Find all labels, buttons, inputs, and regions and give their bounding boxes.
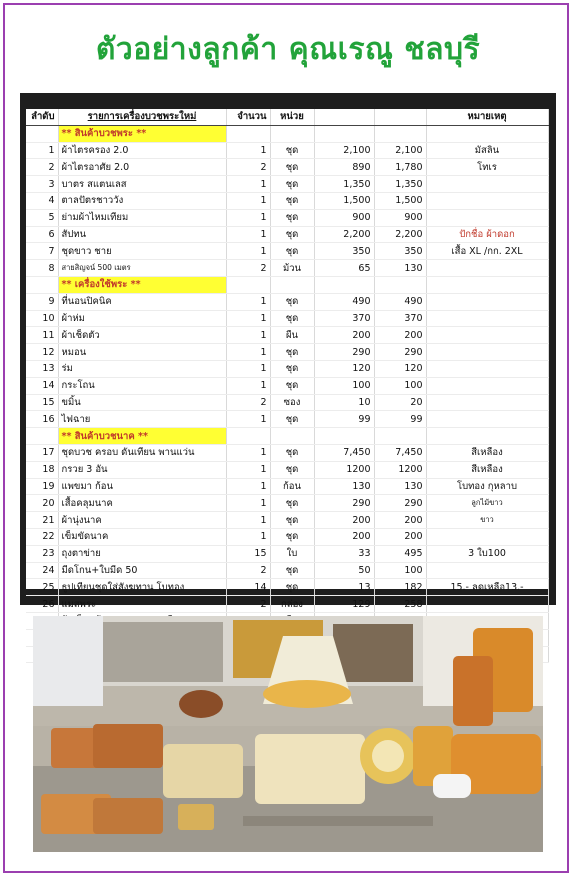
cell-unit: ซอง	[270, 394, 314, 411]
cell-name: ผ้านุ่งนาค	[58, 512, 226, 529]
cell-note: สีเหลือง	[426, 444, 548, 461]
cell-name: ที่นอนปิคนิค	[58, 293, 226, 310]
page-title: ตัวอย่างลูกค้า คุณเรณู ชลบุรี	[95, 32, 481, 67]
cell-unit: ชุด	[270, 411, 314, 428]
section-empty-cell	[314, 276, 374, 293]
cell-total: 900	[374, 209, 426, 226]
header-total	[374, 109, 426, 125]
cell-qty: 2	[226, 562, 270, 579]
table-row	[26, 260, 548, 277]
cell-no: 13	[26, 360, 58, 377]
cell-total: 200	[374, 512, 426, 529]
cell-total: 258	[374, 596, 426, 613]
table-row	[26, 545, 548, 562]
header-unit: หน่วย	[270, 109, 314, 125]
cell-note	[426, 327, 548, 344]
cell-price: 900	[314, 209, 374, 226]
table-row	[26, 226, 548, 243]
table-row	[26, 512, 548, 529]
table-row	[26, 209, 548, 226]
table-row	[26, 327, 548, 344]
cell-no: 8	[26, 260, 58, 277]
cell-total: 182	[374, 579, 426, 596]
cell-price: 350	[314, 243, 374, 260]
cell-name: กระโถน	[58, 377, 226, 394]
cell-no: 12	[26, 344, 58, 361]
cell-name: กรวย 3 อัน	[58, 461, 226, 478]
cell-qty: 1	[226, 478, 270, 495]
product-photo	[33, 616, 543, 852]
section-empty-cell	[270, 276, 314, 293]
cell-name: ตาลปัตรชาววัง	[58, 192, 226, 209]
cell-note: เสื้อ XL /กก. 2XL	[426, 243, 548, 260]
section-label: ** เครื่องใช้พระ **	[58, 276, 226, 293]
cell-total: 7,450	[374, 444, 426, 461]
cell-no: 19	[26, 478, 58, 495]
cell-qty: 1	[226, 192, 270, 209]
cell-unit: ชุด	[270, 512, 314, 529]
table-row	[26, 176, 548, 193]
cell-price: 1,500	[314, 192, 374, 209]
cell-no: 6	[26, 226, 58, 243]
cell-price: 130	[314, 478, 374, 495]
cell-name: ขมิ้น	[58, 394, 226, 411]
cell-no: 2	[26, 159, 58, 176]
cell-note	[426, 528, 548, 545]
cell-note	[426, 293, 548, 310]
cell-no: 11	[26, 327, 58, 344]
header-name: รายการเครื่องบวชพระใหม่	[58, 109, 226, 125]
cell-note	[426, 562, 548, 579]
cell-no: 3	[26, 176, 58, 193]
cell-name: ผ้าไตรอาศัย 2.0	[58, 159, 226, 176]
cell-price: 290	[314, 495, 374, 512]
section-header-row	[26, 276, 548, 293]
cell-name: ถุงตาข่าย	[58, 545, 226, 562]
cell-name: บาตร สแตนเลส	[58, 176, 226, 193]
cell-unit: ชุด	[270, 495, 314, 512]
cell-qty: 1	[226, 344, 270, 361]
cell-total: 120	[374, 360, 426, 377]
cell-note: ขาว	[426, 512, 548, 529]
cell-no: 10	[26, 310, 58, 327]
section-empty-cell	[426, 125, 548, 142]
cell-no: 23	[26, 545, 58, 562]
cell-name: ธูปเทียนชุดใส่สังฆทาน โบทอง	[58, 579, 226, 596]
cell-name: แพขมา ก้อน	[58, 478, 226, 495]
section-header-row	[26, 428, 548, 445]
cell-unit: ใบ	[270, 545, 314, 562]
cell-qty: 1	[226, 495, 270, 512]
cell-note	[426, 377, 548, 394]
cell-name: ไฟฉาย	[58, 411, 226, 428]
cell-no: 7	[26, 243, 58, 260]
header-qty: จำนวน	[226, 109, 270, 125]
table-row	[26, 192, 548, 209]
table-row	[26, 562, 548, 579]
cell-name: ผ้าห่ม	[58, 310, 226, 327]
cell-total: 1200	[374, 461, 426, 478]
cell-no: 17	[26, 444, 58, 461]
cell-unit: ชุด	[270, 192, 314, 209]
cell-unit: ชุด	[270, 293, 314, 310]
table-row	[26, 394, 548, 411]
cell-total: 200	[374, 327, 426, 344]
cell-price: 50	[314, 562, 374, 579]
table-row	[26, 293, 548, 310]
cell-no: 18	[26, 461, 58, 478]
cell-no: 24	[26, 562, 58, 579]
cell-no: 26	[26, 596, 58, 613]
cell-price: 120	[314, 360, 374, 377]
cell-price: 100	[314, 377, 374, 394]
cell-note	[426, 192, 548, 209]
cell-name: ผ้าไตรครอง 2.0	[58, 142, 226, 159]
cell-unit: ชุด	[270, 461, 314, 478]
cell-unit: ชุด	[270, 562, 314, 579]
cell-total: 20	[374, 394, 426, 411]
cell-note	[426, 344, 548, 361]
cell-qty: 1	[226, 512, 270, 529]
cell-total: 290	[374, 495, 426, 512]
cell-no: 21	[26, 512, 58, 529]
cell-qty: 2	[226, 260, 270, 277]
cell-no: 25	[26, 579, 58, 596]
cell-qty: 1	[226, 243, 270, 260]
table-row	[26, 579, 548, 596]
cell-no: 20	[26, 495, 58, 512]
cell-note: สีเหลือง	[426, 461, 548, 478]
cell-price: 10	[314, 394, 374, 411]
table-row	[26, 243, 548, 260]
cell-name: หมอน	[58, 344, 226, 361]
cell-qty: 1	[226, 176, 270, 193]
cell-unit: ชุด	[270, 579, 314, 596]
cell-name: ชุดขาว ชาย	[58, 243, 226, 260]
cell-note	[426, 394, 548, 411]
cell-unit: ชุด	[270, 176, 314, 193]
cell-total: 2,100	[374, 142, 426, 159]
cell-name: ย่ามผ้าไหมเทียม	[58, 209, 226, 226]
cell-note	[426, 176, 548, 193]
cell-price: 65	[314, 260, 374, 277]
section-empty-cell	[426, 276, 548, 293]
cell-qty: 2	[226, 596, 270, 613]
table-row	[26, 377, 548, 394]
cell-qty: 1	[226, 360, 270, 377]
section-empty-cell	[270, 428, 314, 445]
cell-name: สายสิญจน์ 500 เมตร	[58, 260, 226, 277]
cell-no: 16	[26, 411, 58, 428]
cell-unit: ชุด	[270, 243, 314, 260]
cell-price: 370	[314, 310, 374, 327]
cell-qty: 1	[226, 528, 270, 545]
cell-note	[426, 360, 548, 377]
section-empty-cell	[374, 276, 426, 293]
table-row	[26, 344, 548, 361]
cell-price: 129	[314, 596, 374, 613]
cell-price: 2,200	[314, 226, 374, 243]
cell-price: 200	[314, 327, 374, 344]
cell-note: 15.- ลดเหลือ13.-	[426, 579, 548, 596]
section-empty-cell	[26, 125, 58, 142]
cell-note: มัสลิน	[426, 142, 548, 159]
cell-note	[426, 596, 548, 613]
cell-qty: 1	[226, 461, 270, 478]
table-row	[26, 461, 548, 478]
table-row	[26, 142, 548, 159]
section-empty-cell	[26, 276, 58, 293]
cell-qty: 2	[226, 394, 270, 411]
cell-no: 9	[26, 293, 58, 310]
section-empty-cell	[226, 276, 270, 293]
cell-qty: 15	[226, 545, 270, 562]
cell-qty: 1	[226, 310, 270, 327]
cell-unit: ชุด	[270, 209, 314, 226]
cell-unit: ชุด	[270, 360, 314, 377]
section-empty-cell	[314, 428, 374, 445]
cell-no: 22	[26, 528, 58, 545]
cell-qty: 1	[226, 293, 270, 310]
cell-note	[426, 310, 548, 327]
cell-no: 14	[26, 377, 58, 394]
cell-note: ลูกไม้ขาว	[426, 495, 548, 512]
cell-name: สัปทน	[58, 226, 226, 243]
section-header-row	[26, 125, 548, 142]
cell-total: 350	[374, 243, 426, 260]
cell-price: 99	[314, 411, 374, 428]
cell-total: 100	[374, 377, 426, 394]
cell-price: 13	[314, 579, 374, 596]
cell-note	[426, 411, 548, 428]
cell-total: 130	[374, 478, 426, 495]
cell-name: ชุดบวช ครอบ ดันเทียน พานแว่น	[58, 444, 226, 461]
section-label: ** สินค้าบวชนาค **	[58, 428, 226, 445]
cell-price: 490	[314, 293, 374, 310]
cell-unit: กล่อง	[270, 596, 314, 613]
cell-total: 2,200	[374, 226, 426, 243]
cell-total: 1,780	[374, 159, 426, 176]
cell-total: 1,500	[374, 192, 426, 209]
cell-price: 33	[314, 545, 374, 562]
table-row	[26, 596, 548, 613]
header-price	[314, 109, 374, 125]
cell-no: 4	[26, 192, 58, 209]
section-empty-cell	[226, 428, 270, 445]
cell-unit: ชุด	[270, 159, 314, 176]
section-label: ** สินค้าบวชพระ **	[58, 125, 226, 142]
cell-price: 1,350	[314, 176, 374, 193]
cell-name: ร่ม	[58, 360, 226, 377]
cell-price: 200	[314, 528, 374, 545]
cell-total: 490	[374, 293, 426, 310]
cell-unit: ชุด	[270, 226, 314, 243]
cell-total: 100	[374, 562, 426, 579]
spreadsheet-area	[26, 109, 548, 610]
cell-name: แมสพระ	[58, 596, 226, 613]
cell-total: 370	[374, 310, 426, 327]
table-row	[26, 444, 548, 461]
cell-qty: 14	[226, 579, 270, 596]
cell-price: 290	[314, 344, 374, 361]
cell-price: 7,450	[314, 444, 374, 461]
cell-total: 130	[374, 260, 426, 277]
cell-note: โทเร	[426, 159, 548, 176]
table-row	[26, 360, 548, 377]
cell-price: 200	[314, 512, 374, 529]
section-empty-cell	[426, 428, 548, 445]
section-empty-cell	[374, 125, 426, 142]
cell-no: 5	[26, 209, 58, 226]
table-row	[26, 159, 548, 176]
cell-total: 1,350	[374, 176, 426, 193]
cell-note: 3 ใบ100	[426, 545, 548, 562]
cell-note: โบทอง กุหลาบ	[426, 478, 548, 495]
cell-qty: 1	[226, 411, 270, 428]
cell-no: 1	[26, 142, 58, 159]
section-empty-cell	[226, 125, 270, 142]
cell-unit: ชุด	[270, 528, 314, 545]
section-empty-cell	[26, 428, 58, 445]
product-photo-drawing	[33, 616, 543, 852]
cell-qty: 1	[226, 142, 270, 159]
cell-qty: 1	[226, 226, 270, 243]
header-note: หมายเหตุ	[426, 109, 548, 125]
cell-price: 890	[314, 159, 374, 176]
cell-no: 15	[26, 394, 58, 411]
cell-total: 99	[374, 411, 426, 428]
cell-unit: ชุด	[270, 310, 314, 327]
section-empty-cell	[270, 125, 314, 142]
cell-name: เสื้อคลุมนาค	[58, 495, 226, 512]
table-row	[26, 310, 548, 327]
cell-qty: 1	[226, 444, 270, 461]
table-header-row	[26, 109, 548, 125]
cell-name: ผ้าเช็ดตัว	[58, 327, 226, 344]
cell-note	[426, 260, 548, 277]
section-empty-cell	[314, 125, 374, 142]
cell-qty: 1	[226, 209, 270, 226]
table-row	[26, 478, 548, 495]
cell-unit: ชุด	[270, 142, 314, 159]
cell-unit: ม้วน	[270, 260, 314, 277]
cell-total: 290	[374, 344, 426, 361]
cell-unit: ชุด	[270, 344, 314, 361]
cell-unit: ก้อน	[270, 478, 314, 495]
header-no: ลำดับ	[26, 109, 58, 125]
cell-qty: 1	[226, 377, 270, 394]
table-row	[26, 411, 548, 428]
cell-unit: ผืน	[270, 327, 314, 344]
order-table	[26, 109, 549, 663]
cell-qty: 2	[226, 159, 270, 176]
cell-total: 495	[374, 545, 426, 562]
cell-unit: ชุด	[270, 444, 314, 461]
cell-total: 200	[374, 528, 426, 545]
table-row	[26, 495, 548, 512]
cell-unit: ชุด	[270, 377, 314, 394]
cell-price: 1200	[314, 461, 374, 478]
section-empty-cell	[374, 428, 426, 445]
cell-note: ปักชื่อ ผ้าดอก	[426, 226, 548, 243]
cell-name: เข็มขัดนาค	[58, 528, 226, 545]
spreadsheet-screenshot	[20, 93, 556, 610]
cell-price: 2,100	[314, 142, 374, 159]
table-row	[26, 528, 548, 545]
cell-name: มีดโกน+ใบมีด 50	[58, 562, 226, 579]
cell-qty: 1	[226, 327, 270, 344]
cell-note	[426, 209, 548, 226]
